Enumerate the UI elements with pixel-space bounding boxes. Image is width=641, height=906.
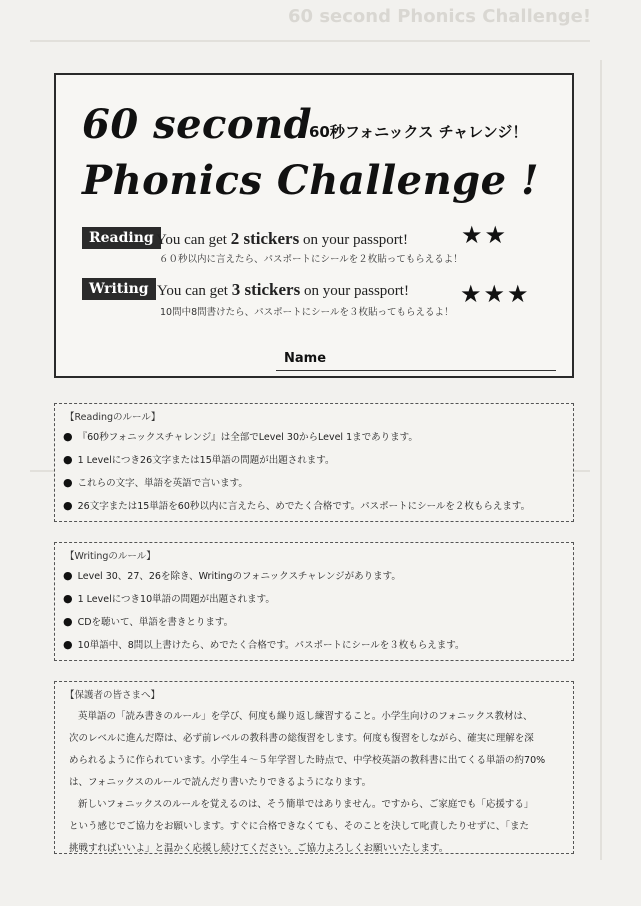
title-60-second: 60 second xyxy=(82,101,313,148)
writing-rules-list xyxy=(63,569,465,661)
writing-rules-heading: 【Writingのルール】 xyxy=(65,551,156,562)
rule-text: 10単語中、8問以上書けたら、めでたく合格です。パスポートにシールを３枚もらえます。 xyxy=(77,640,465,651)
writing-stars-icon: ★★★ xyxy=(460,280,531,308)
name-label: Name xyxy=(284,351,327,366)
paragraph-line: 挑戦すればいいよ」と温かく応援し続けてください。ご協力よろしくお願いいたします。 xyxy=(69,843,449,854)
rule-text: 1 Levelにつき10単語の問題が出題されます。 xyxy=(77,594,275,605)
reading-prefix: You can get xyxy=(156,232,227,248)
reading-rules-list xyxy=(63,430,530,522)
list-item xyxy=(63,615,465,638)
rule-text: Level 30、27、26を除き、Writingのフォニックスチャレンジがあります。 xyxy=(77,571,401,582)
list-item xyxy=(63,453,530,476)
reading-suffix: on your passport! xyxy=(302,232,408,248)
parents-paragraph-2 xyxy=(69,794,533,860)
writing-sticker-line xyxy=(157,280,409,300)
ghost-line xyxy=(30,40,590,42)
rule-text: CDを聴いて、単語を書きとります。 xyxy=(77,617,234,628)
paragraph-line: 新しいフォニックスのルールを覚えるのは、そう簡単ではありません。ですから、ご家庭でも「応援する」 xyxy=(78,799,534,810)
writing-sticker-count: 3 stickers xyxy=(231,280,301,299)
paragraph-line: という感じでご協力をお願いします。すぐに合格できなくても、そのことを決して叱責したりせずに、「また xyxy=(69,821,529,832)
reading-sticker-line xyxy=(156,229,408,249)
reading-rules-box xyxy=(54,403,574,522)
bullet-icon: ● xyxy=(63,615,73,628)
paragraph-line: められるように作られています。小学生４～５年学習した時点で、中学校英語の教科書に出てくる単語の約70% xyxy=(69,755,546,766)
writing-prefix: You can get xyxy=(157,283,228,299)
parents-heading: 【保護者の皆さまへ】 xyxy=(65,690,161,701)
rule-text: 26文字または15単語を60秒以内に言えたら、めでたく合格です。パスポートにシールを２枚もらえます。 xyxy=(77,501,531,512)
name-field-line[interactable] xyxy=(276,370,556,371)
writing-badge: Writing xyxy=(82,278,156,300)
parents-paragraph-1 xyxy=(69,706,545,794)
reading-japanese-note: ６０秒以内に言えたら、パスポートにシールを２枚貼ってもらえるよ！ xyxy=(159,254,463,265)
rule-text: 『60秒フォニックスチャレンジ』は全部でLevel 30からLevel 1まであります。 xyxy=(77,432,418,443)
reading-sticker-count: 2 stickers xyxy=(230,229,300,248)
writing-rules-box xyxy=(54,542,574,661)
bullet-icon: ● xyxy=(63,430,73,443)
reading-badge: Reading xyxy=(82,227,161,249)
list-item xyxy=(63,592,465,615)
list-item xyxy=(63,499,530,522)
title-phonics-challenge: Phonics Challenge ! xyxy=(82,157,540,204)
ghost-title: 60 second Phonics Challenge! xyxy=(288,6,592,27)
title-japanese: 60秒フォニックス チャレンジ！ xyxy=(309,123,528,141)
paragraph-line: は、フォニックスのルールで読んだり書いたりできるようになります。 xyxy=(69,777,372,788)
list-item xyxy=(63,569,465,592)
challenge-panel xyxy=(54,73,574,378)
bullet-icon: ● xyxy=(63,453,73,466)
rule-text: 1 Levelにつき26文字または15単語の問題が出題されます。 xyxy=(77,455,335,466)
reading-rules-heading: 【Readingのルール】 xyxy=(65,412,161,423)
list-item xyxy=(63,430,530,453)
rule-text: これらの文字、単語を英語で言います。 xyxy=(77,478,248,489)
paragraph-line: 英単語の「読み書きのルール」を学び、何度も繰り返し練習すること。小学生向けのフォニックス教材は、 xyxy=(78,711,533,722)
ghost-line xyxy=(600,60,602,860)
parents-note-box xyxy=(54,681,574,854)
list-item xyxy=(63,638,465,661)
paragraph-line: 次のレベルに進んだ際は、必ず前レベルの教科書の総復習をします。何度も復習をしながら、確実に理解を深 xyxy=(69,733,534,744)
bullet-icon: ● xyxy=(63,638,73,651)
bullet-icon: ● xyxy=(63,476,73,489)
bullet-icon: ● xyxy=(63,592,73,605)
bullet-icon: ● xyxy=(63,569,73,582)
writing-japanese-note: 10問中8問書けたら、パスポートにシールを３枚貼ってもらえるよ！ xyxy=(160,307,454,318)
list-item xyxy=(63,476,530,499)
bullet-icon: ● xyxy=(63,499,73,512)
writing-suffix: on your passport! xyxy=(303,283,409,299)
reading-stars-icon: ★★ xyxy=(461,221,509,249)
